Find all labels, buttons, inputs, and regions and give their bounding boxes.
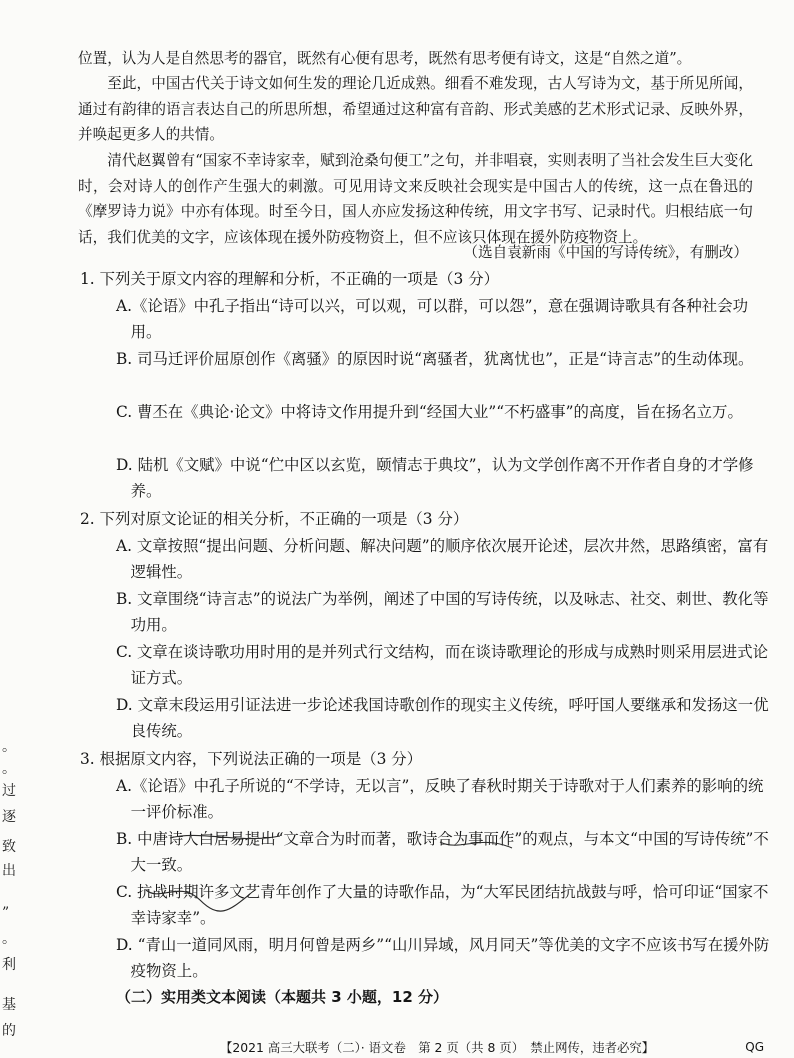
margin-fragment: ” — [2, 905, 10, 921]
margin-fragment: 。 — [2, 761, 16, 777]
question-2-option-a: A. 文章按照“提出问题、分析问题、解决问题”的顺序依次展开论述，层次井然，思路缜密，富有逻辑性。 — [116, 537, 769, 582]
question-2-option-b: B. 文章围绕“诗言志”的说法广为举例，阐述了中国的写诗传统，以及咏志、社交、刺世、教化等功用。 — [116, 590, 769, 635]
question-2-stem: 2. 下列对原文论证的相关分析，不正确的一项是（3 分） — [80, 510, 469, 528]
question-3-option-a: A.《论语》中孔子所说的“不学诗，无以言”，反映了春秋时期关于诗歌对于人们素养的影响的统一评价标准。 — [116, 777, 764, 822]
question-3-option-c: C. 抗战时期许多文艺青年创作了大量的诗歌作品，为“大军民团结抗战鼓与呼，恰可印证“国家不幸诗家幸”。 — [116, 883, 769, 928]
section-2-title: （二）实用类文本阅读（本题共 3 小题，12 分） — [116, 988, 448, 1006]
question-2-option-d: D. 文章末段运用引证法进一步论述我国诗歌创作的现实主义传统，呼吁国人要继承和发扬这一优良传统。 — [116, 696, 769, 741]
footer-corner-code: QG — [745, 1040, 764, 1054]
question-1-option-d: D. 陆机《文赋》中说“伫中区以玄览，颐情志于典坟”，认为文学创作离不开作者自身的才学修养。 — [116, 456, 754, 501]
question-1-option-b: B. 司马迁评价屈原创作《离骚》的原因时说“离骚者，犹离忧也”，正是“诗言志”的生动体现。 — [116, 350, 754, 368]
margin-fragment: 。 — [2, 739, 16, 755]
margin-fragment: 基 — [2, 997, 16, 1013]
margin-fragment: 。 — [2, 931, 16, 947]
page-footer: 【2021 高三大联考（二）· 语文卷 第 2 页（共 8 页） 禁止网传，违者必究】 — [220, 1040, 655, 1055]
passage-source: （选自袁新雨《中国的写诗传统》，有删改） — [463, 244, 748, 261]
passage-paragraph-2: 至此，中国古代关于诗文如何生发的理论几近成熟。细看不难发现，古人写诗为文，基于所见所闻，通过有韵律的语言表达自己的所思所想，希望通过这种富有音韵、形式美感的艺术形式记录、反映外界，并唤起更多人的共情。 — [78, 75, 753, 143]
question-2-option-c: C. 文章在谈诗歌功用时用的是并列式行文结构，而在谈诗歌理论的形成与成熟时则采用层进式论证方式。 — [116, 643, 769, 688]
margin-fragment: 逐 — [2, 809, 16, 825]
passage-paragraph-1: 位置，认为人是自然思考的器官，既然有心便有思考，既然有思考便有诗文，这是“自然之道”。 — [78, 50, 692, 67]
margin-fragment: 致 — [2, 839, 16, 855]
margin-fragment: 出 — [2, 863, 16, 879]
passage-paragraph-3: 清代赵翼曾有“国家不幸诗家幸，赋到沧桑句便工”之句，并非唱衰，实则表明了当社会发生巨大变化时，会对诗人的创作产生强大的刺激。可见用诗文来反映社会现实是中国古人的传统，这一点在鲁迅的《摩罗诗力说》中亦有体现。时至今日，国人亦应发扬这种传统，用文字书写、记录时代。归根结底一句话，我们优美的文字，应该体现在援外防疫物资上，但不应该只体现在援外防疫物资上。 — [78, 152, 753, 246]
margin-fragment: 过 — [2, 783, 16, 799]
question-3-stem: 3. 根据原文内容，下列说法正确的一项是（3 分） — [80, 750, 423, 768]
question-1-stem: 1. 下列关于原文内容的理解和分析，不正确的一项是（3 分） — [80, 270, 500, 288]
margin-fragment: 的 — [2, 1023, 16, 1039]
margin-fragment: 利 — [2, 957, 16, 973]
question-1-option-a: A.《论语》中孔子指出“诗可以兴，可以观，可以群，可以怨”，意在强调诗歌具有各种社会功用。 — [116, 297, 748, 342]
question-3-option-b: B. 中唐诗人白居易提出“文章合为时而著，歌诗合为事而作”的观点，与本文“中国的写诗传统”不大一致。 — [116, 830, 769, 875]
question-1-option-c: C. 曹丕在《典论·论文》中将诗文作用提升到“经国大业”“不朽盛事”的高度，旨在扬名立万。 — [116, 403, 743, 421]
question-3-option-d: D. “青山一道同风雨，明月何曾是两乡”“山川异域，风月同天”等优美的文字不应该书写在援外防疫物资上。 — [116, 936, 770, 981]
